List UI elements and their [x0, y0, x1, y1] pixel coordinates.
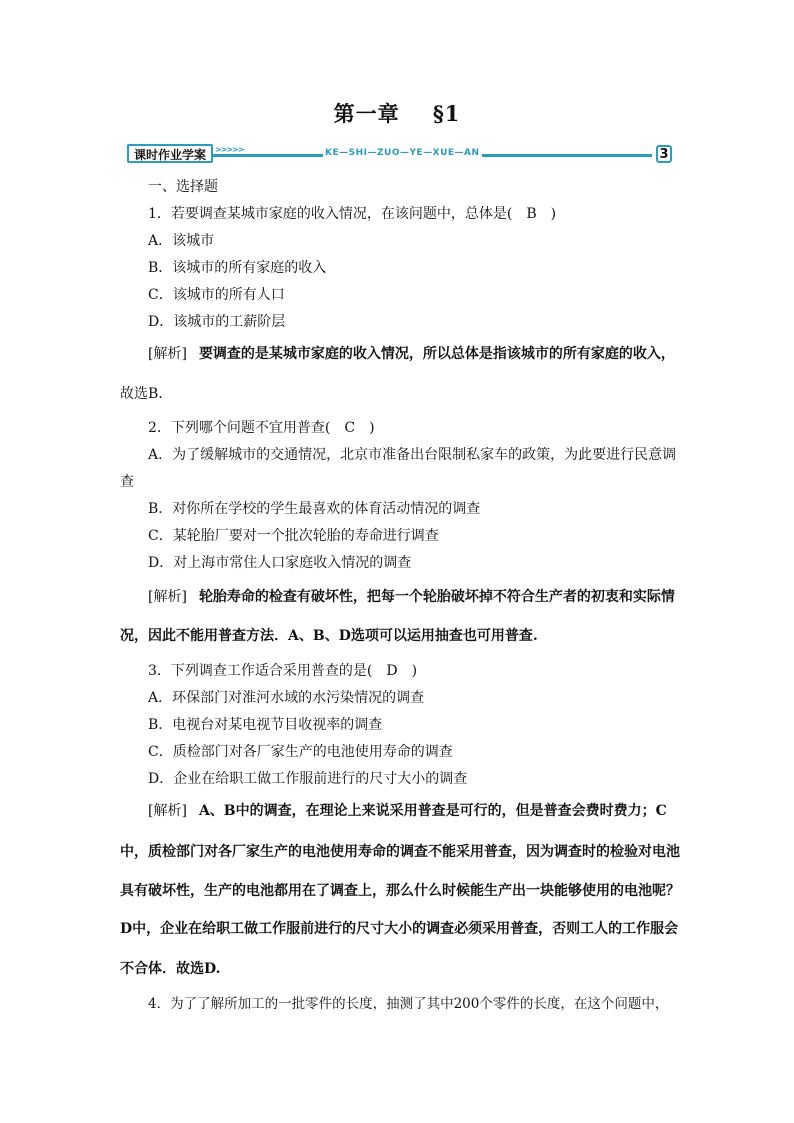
banner-pinyin: KE—SHI—ZUO—YE—XUE—AN — [325, 148, 480, 158]
question-3-option-b: B．电视台对某电视节目收视率的调查 — [148, 717, 383, 733]
question-2-option-a-cont: 查 — [120, 474, 134, 490]
question-2-option-a: A．为了缓解城市的交通情况，北京市准备出台限制私家车的政策，为此要进行民意调 — [148, 447, 677, 463]
analysis-text: 要调查的是某城市家庭的收入情况，所以总体是指该城市的所有家庭的收入， — [198, 346, 675, 362]
question-1-option-a: A．该城市 — [148, 233, 215, 249]
question-2-option-d: D．对上海市常住人口家庭收入情况的调查 — [148, 555, 412, 571]
question-2-option-c: C．某轮胎厂要对一个批次轮胎的寿命进行调查 — [148, 528, 439, 544]
question-3-option-a: A．环保部门对淮河水域的水污染情况的调查 — [148, 690, 425, 706]
question-3-analysis-cont-1: 中，质检部门对各厂家生产的电池使用寿命的调查不能采用普查，因为调查时的检验对电池 — [120, 844, 680, 860]
question-3-analysis-cont-3: D中，企业在给职工做工作服前进行的尺寸大小的调查必须采用普查，否则工人的工作服会 — [120, 921, 679, 937]
section-banner — [127, 142, 672, 166]
banner-arrows: >>>>> — [215, 145, 244, 154]
analysis-text: A、B中的调查，在理论上来说采用普查是可行的，但是普查会费时费力；C — [198, 803, 667, 819]
section-heading: 一、选择题 — [148, 179, 218, 195]
question-3-option-c: C．质检部门对各厂家生产的电池使用寿命的调查 — [148, 744, 453, 760]
question-3-stem: 3．下列调查工作适合采用普查的是( D ) — [148, 663, 418, 679]
page-title: 第一章 §1 — [333, 101, 461, 126]
question-3-analysis-cont-4: 不合体．故选D. — [120, 961, 221, 977]
question-1-option-c: C．该城市的所有人口 — [148, 287, 285, 303]
banner-page-number: 3 — [656, 145, 672, 163]
banner-label: 课时作业学案 — [127, 144, 213, 163]
analysis-tag: [解析] — [148, 346, 187, 362]
question-1-analysis-cont: 故选B. — [120, 386, 163, 402]
question-1-option-d: D．该城市的工薪阶层 — [148, 314, 286, 330]
analysis-tag: [解析] — [148, 803, 187, 819]
question-2-analysis — [148, 587, 675, 607]
question-2-analysis-cont: 况，因此不能用普查方法．A、B、D选项可以运用抽查也可用普查. — [120, 628, 538, 644]
analysis-text: 轮胎寿命的检查有破坏性，把每一个轮胎破坏掉不符合生产者的初衷和实际情 — [198, 589, 675, 605]
question-4-stem: 4．为了了解所加工的一批零件的长度，抽测了其中200个零件的长度，在这个问题中， — [148, 996, 669, 1012]
analysis-tag: [解析] — [148, 589, 187, 605]
question-2-stem: 2．下列哪个问题不宜用普查( C ) — [148, 420, 375, 436]
question-3-option-d: D．企业在给职工做工作服前进行的尺寸大小的调查 — [148, 771, 468, 787]
question-1-stem: 1．若要调查某城市家庭的收入情况，在该问题中，总体是( B ) — [148, 206, 557, 222]
question-1-analysis — [148, 344, 675, 364]
question-1-option-b: B．该城市的所有家庭的收入 — [148, 260, 327, 276]
question-2-option-b: B．对你所在学校的学生最喜欢的体育活动情况的调查 — [148, 501, 481, 517]
question-3-analysis — [148, 801, 667, 821]
question-3-analysis-cont-2: 具有破坏性，生产的电池都用在了调查上，那么什么时候能生产出一块能够使用的电池呢？ — [120, 883, 680, 899]
